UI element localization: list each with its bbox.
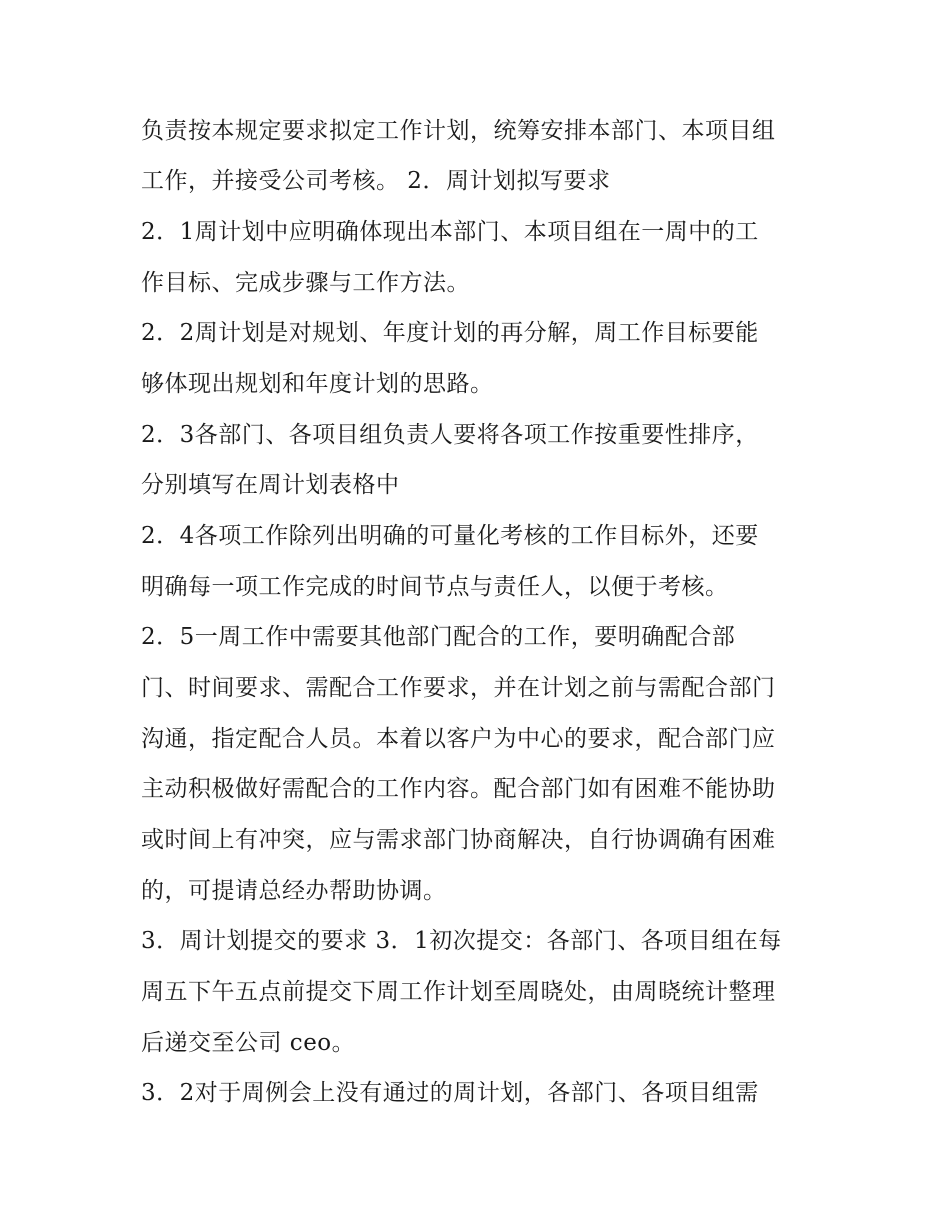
text-line: 2．4各项工作除列出明确的可量化考核的工作目标外，还要 (141, 523, 759, 549)
text-line: 的，可提请总经办帮助协调。 (141, 878, 447, 904)
text-line: 够体现出规划和年度计划的思路。 (141, 371, 494, 397)
text-line: 2．5一周工作中需要其他部门配合的工作，要明确配合部 (141, 624, 736, 650)
text-line: 分别填写在周计划表格中 (141, 472, 400, 498)
text-line: 沟通，指定配合人员。本着以客户为中心的要求，配合部门应 (141, 726, 776, 752)
text-line: 2．3各部门、各项目组负责人要将各项工作按重要性排序， (141, 422, 759, 448)
text-line: 工作，并接受公司考核。 2．周计划拟写要求 (141, 168, 611, 194)
text-line: 2．1周计划中应明确体现出本部门、本项目组在一周中的工 (141, 219, 759, 245)
text-line: 3．2对于周例会上没有通过的周计划，各部门、各项目组需 (141, 1080, 759, 1106)
text-line: 负责按本规定要求拟定工作计划，统筹安排本部门、本项目组 (141, 118, 776, 144)
text-line: 2．2周计划是对规划、年度计划的再分解，周工作目标要能 (141, 320, 759, 346)
text-line: 3．周计划提交的要求 3．1初次提交：各部门、各项目组在每 (141, 928, 782, 954)
text-line: 作目标、完成步骤与工作方法。 (141, 270, 470, 296)
text-line: 后递交至公司 ceo。 (141, 1030, 356, 1056)
text-line: 或时间上有冲突，应与需求部门协商解决，自行协调确有困难 (141, 827, 776, 853)
text-line: 主动积极做好需配合的工作内容。配合部门如有困难不能协助 (141, 776, 776, 802)
text-line: 周五下午五点前提交下周工作计划至周晓处，由周晓统计整理 (141, 979, 776, 1005)
text-line: 明确每一项工作完成的时间节点与责任人，以便于考核。 (141, 574, 729, 600)
text-line: 门、时间要求、需配合工作要求，并在计划之前与需配合部门 (141, 675, 776, 701)
